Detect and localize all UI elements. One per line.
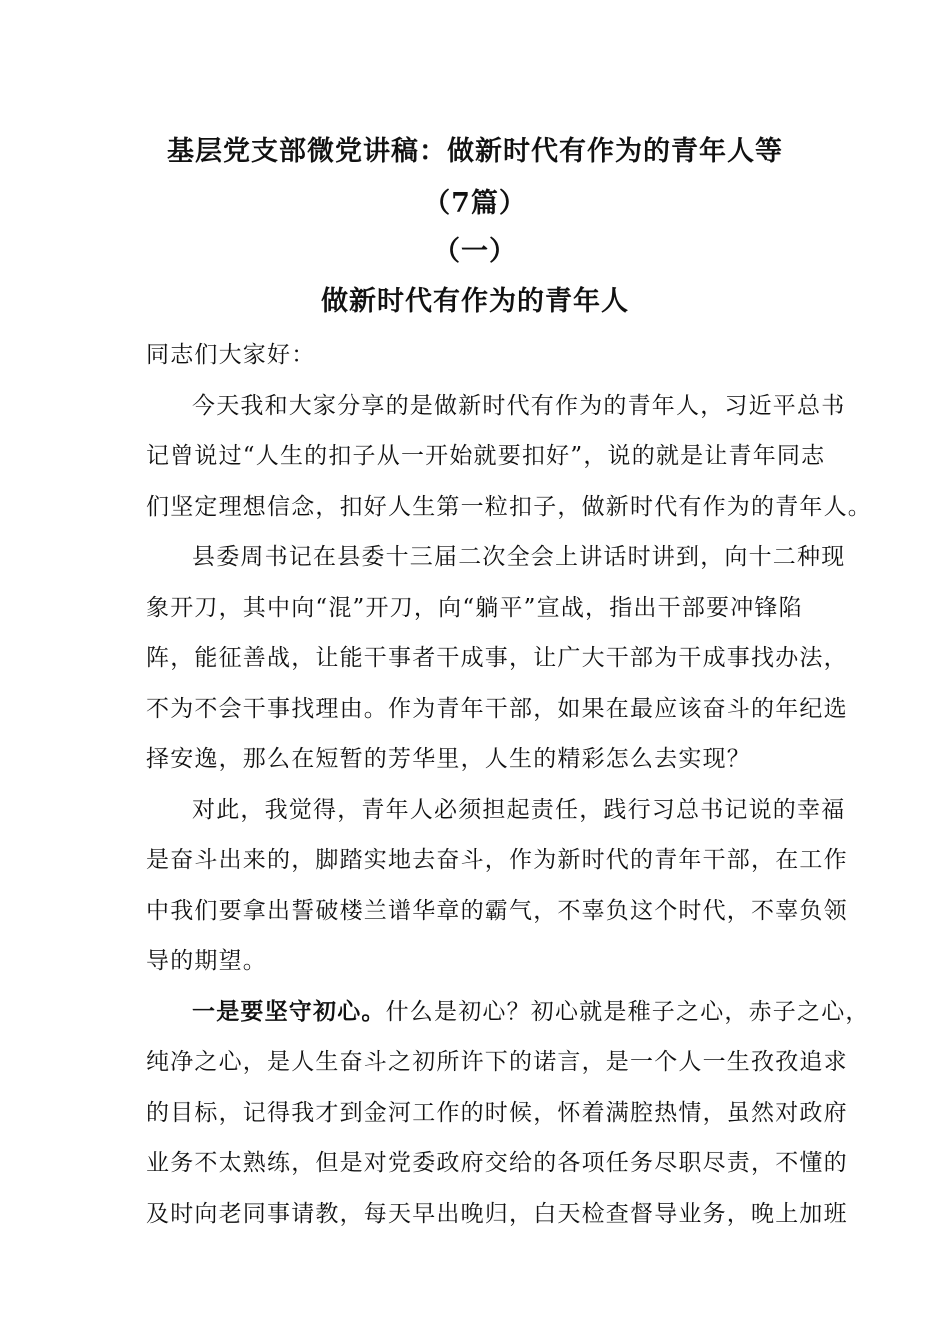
paragraph-line: 导的期望。 [146, 948, 267, 974]
paragraph-line: 对此，我觉得，青年人必须担起责任，践行习总书记说的幸福 [192, 796, 846, 823]
document-title-count: （7篇） [423, 188, 527, 219]
paragraph-line: 县委周书记在县委十三届二次全会上讲话时讲到，向十二种现 [192, 544, 846, 570]
paragraph-line: 阵，能征善战，让能干事者干成事，让广大干部为干成事找办法， [146, 645, 848, 671]
greeting: 同志们大家好： [146, 342, 316, 368]
paragraph-line: 们坚定理想信念，扣好人生第一粒扣子，做新时代有作为的青年人。 [146, 493, 872, 520]
paragraph-line: 纯净之心，是人生奋斗之初所许下的诺言，是一个人一生孜孜追求 [146, 1049, 848, 1075]
paragraph-line: 业务不太熟练，但是对党委政府交给的各项任务尽职尽责，不懂的 [146, 1150, 848, 1176]
paragraph-1 [146, 381, 872, 533]
paragraph-line: 的目标，记得我才到金河工作的时候，怀着满腔热情，虽然对政府 [146, 1099, 848, 1126]
paragraph-line: 是奋斗出来的，脚踏实地去奋斗，作为新时代的青年干部，在工作 [146, 847, 848, 873]
paragraph-line: 择安逸，那么在短暂的芳华里，人生的精彩怎么去实现？ [146, 746, 751, 772]
document-body [146, 330, 872, 1239]
paragraph-4 [146, 987, 870, 1240]
paragraph-2 [146, 532, 848, 785]
section-number: （一） [433, 236, 517, 267]
paragraph-line: 今天我和大家分享的是做新时代有作为的青年人，习近平总书 [192, 392, 846, 419]
document-title: 基层党支部微党讲稿：做新时代有作为的青年人等 [167, 136, 783, 167]
paragraph-line-rest: 什么是初心？初心就是稚子之心，赤子之心， [385, 998, 870, 1025]
bold-lead-text: 一是要坚守初心。 [192, 997, 386, 1025]
paragraph-line: 记曾说过“人生的扣子从一开始就要扣好”，说的就是让青年同志 [146, 443, 826, 469]
section-title: 做新时代有作为的青年人 [321, 286, 629, 317]
paragraph-line: 及时向老同事请教，每天早出晚归，白天检查督导业务，晚上加班 [146, 1200, 848, 1227]
paragraph-3 [146, 785, 848, 987]
paragraph-line [146, 987, 870, 1038]
paragraph-line: 象开刀，其中向“混”开刀，向“躺平”宣战，指出干部要冲锋陷 [146, 594, 803, 621]
paragraph-line: 不为不会干事找理由。作为青年干部，如果在最应该奋斗的年纪选 [146, 695, 848, 722]
paragraph-line: 中我们要拿出誓破楼兰谱华章的霸气，不辜负这个时代，不辜负领 [146, 897, 848, 924]
